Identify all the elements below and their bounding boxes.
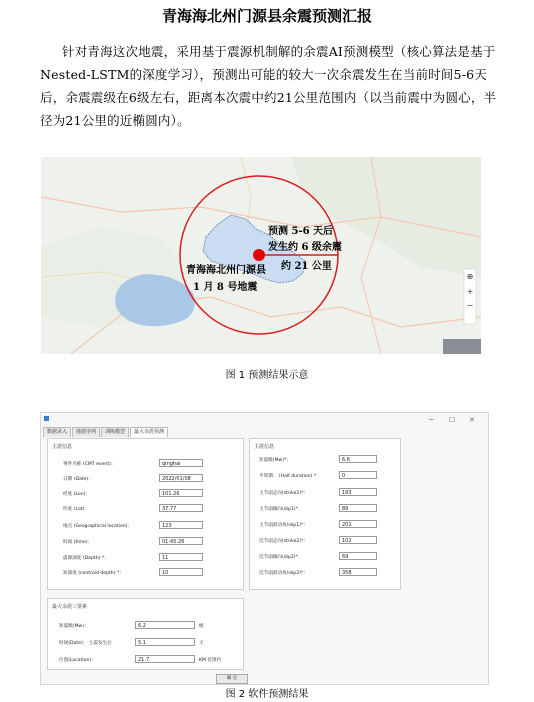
centroid-depth-label: 矩深度 (centroid depth) *： xyxy=(63,571,124,576)
figure2-caption: 图 2 软件预测结果 xyxy=(225,689,309,700)
svg-text:⊕: ⊕ xyxy=(466,272,474,281)
prediction-label-1: 预测 5-6 天后 xyxy=(268,226,334,237)
result-magnitude-unit: 级 xyxy=(199,624,204,629)
result-magnitude-field[interactable]: 6.2 xyxy=(135,621,195,629)
confirm-button[interactable]: 确 定 xyxy=(216,674,248,684)
radius-label: 约 21 公里 xyxy=(281,261,332,272)
time-label: 时间 (time)： xyxy=(63,540,93,545)
app-icon xyxy=(44,416,49,421)
right-group-title: 主震信息 xyxy=(254,444,275,450)
result-time-field[interactable]: 5.1 xyxy=(135,638,195,646)
prediction-map xyxy=(41,157,481,354)
result-location-unit: KM 范围内 xyxy=(199,658,222,663)
dip2-field[interactable]: 69 xyxy=(339,552,377,560)
date-field[interactable]: 2022/01/08 xyxy=(159,474,203,482)
tab-bar xyxy=(43,427,169,437)
half-duration-label: 半周期： (Half duration) * xyxy=(259,474,317,479)
left-group-title: 主震信息 xyxy=(52,444,73,450)
body-paragraph: 针对青海这次地震，采用基于震源机制解的余震AI预测模型（核心算法是基于Nested-LSTM的深度学习），预测出可能的较大一次余震发生在当前时间5-6天后，余震震级在6级左右，距离本次震中约21公里范围内（以当前震中为圆心，半径为21公里的近椭圆内）。 xyxy=(40,44,497,128)
tab-max-aftershock[interactable]: 最大余震预测 xyxy=(130,427,168,437)
slip1-field[interactable]: 201 xyxy=(339,520,377,528)
bottom-group-title: 最大余震三要素 xyxy=(52,604,88,610)
strike2-field[interactable]: 102 xyxy=(339,536,377,544)
lat-field[interactable]: 37.77 xyxy=(159,504,203,512)
event-name-label: 事件名称 (CMT event)： xyxy=(63,462,116,467)
tab-data-entry[interactable]: 数据录入 xyxy=(43,427,71,437)
mw-field[interactable]: 6.6 xyxy=(339,455,377,463)
strike1-field[interactable]: 193 xyxy=(339,488,377,496)
map-thumbnail xyxy=(443,339,481,354)
slip2-label: 次节面滑动角(slip2)*： xyxy=(259,571,308,576)
result-magnitude-label: 矩震级(Mw)： xyxy=(59,624,89,629)
time-field[interactable]: 01:45:26 xyxy=(159,537,203,545)
dip1-field[interactable]: 89 xyxy=(339,504,377,512)
close-icon[interactable]: ✕ xyxy=(469,416,475,424)
minimize-icon[interactable]: ─ xyxy=(429,416,434,424)
event-name-field[interactable]: qinghai xyxy=(159,459,203,467)
quake-date-label: 1 月 8 号地震 xyxy=(193,282,258,293)
dip1-label: 主节面倾向(dip1)*： xyxy=(259,507,303,512)
result-location-label: 位置(Location)： xyxy=(59,658,96,663)
lat-label: 纬度 (Lat)： xyxy=(63,507,90,512)
centroid-depth-field[interactable]: 10 xyxy=(159,568,203,576)
county-label: 青海海北州门源县 xyxy=(186,265,266,276)
location-label: 地点 (Geographical location)： xyxy=(63,524,133,529)
map-canvas xyxy=(41,157,481,354)
epicenter-marker xyxy=(253,249,265,261)
location-field[interactable]: 123 xyxy=(159,521,203,529)
date-label: 日期 (Date)： xyxy=(63,477,93,482)
tab-sequence[interactable]: 地震序列 xyxy=(72,427,100,437)
slip1-label: 主节面滑动角(slip1)*： xyxy=(259,523,308,528)
slip2-field[interactable]: 358 xyxy=(339,568,377,576)
lon-field[interactable]: 101.26 xyxy=(159,489,203,497)
half-duration-field[interactable]: 0 xyxy=(339,471,377,479)
maximize-icon[interactable]: ☐ xyxy=(449,416,456,424)
svg-text:−: − xyxy=(466,301,474,310)
dip2-label: 次节面倾向(dip2)*： xyxy=(259,555,303,560)
lon-label: 经度 (Lon)： xyxy=(63,492,91,497)
document-title: 青海海北州门源县余震预测汇报 xyxy=(161,7,372,25)
mw-label: 矩震级(Mw)*： xyxy=(259,458,291,463)
result-location-field[interactable]: 21.7 xyxy=(135,655,195,663)
tab-train-model[interactable]: 训练模型 xyxy=(101,427,129,437)
result-time-unit: 天 xyxy=(199,641,204,646)
depth-field[interactable]: 11 xyxy=(159,553,203,561)
result-time-label: 时间(Date)： 主震发生后 xyxy=(59,641,112,646)
strike2-label: 次节面走向(strike2)*： xyxy=(259,539,309,544)
map-zoom-control xyxy=(464,269,476,324)
svg-text:+: + xyxy=(466,287,474,296)
figure1-caption: 图 1 预测结果示意 xyxy=(225,370,309,381)
prediction-label-2: 发生约 6 级余震 xyxy=(268,242,342,253)
depth-label: 震源深度 (Depth) *： xyxy=(63,556,109,561)
software-window xyxy=(40,412,489,685)
strike1-label: 主节面走向(strike1)*： xyxy=(259,491,309,496)
